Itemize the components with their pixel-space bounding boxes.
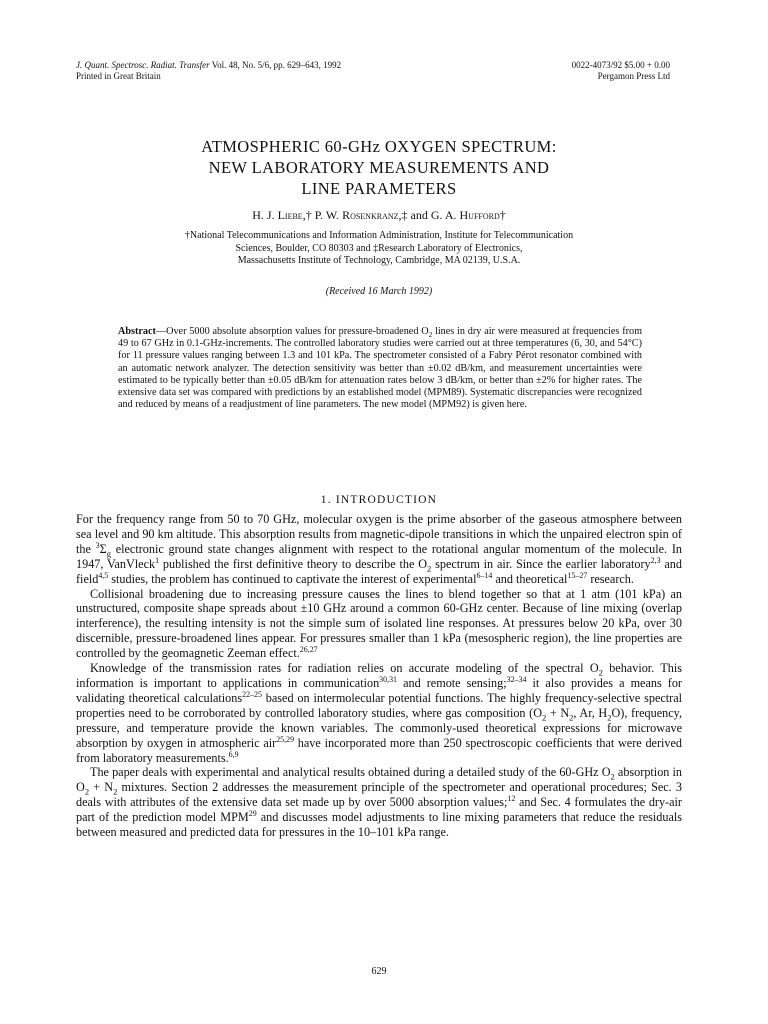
subscript: g <box>106 548 111 559</box>
text-run: electronic ground state changes alignment with respect to the rotational angular momentum of the molecule. In 1947, VanVleck <box>76 541 682 571</box>
author-initials: G. A. <box>430 208 460 222</box>
author-mark: ,‡ and <box>398 208 431 222</box>
text-run: + N <box>546 705 570 720</box>
author-name: Rosenkranz <box>342 208 399 222</box>
text-run: spectrum in air. Since the earlier laboratory <box>431 556 651 571</box>
issn-price: 0022-4073/92 $5.00 + 0.00 <box>571 60 670 70</box>
subscript: 2 <box>542 712 547 723</box>
author-mark: † <box>499 208 506 222</box>
text-run: published the first definitive theory to describe the O <box>159 556 428 571</box>
text-run: studies, the problem has continued to captivate the interest of experimental <box>108 571 477 586</box>
reference-mark: 25,29 <box>276 734 295 744</box>
text-run: research. <box>587 571 634 586</box>
paragraph <box>76 661 682 765</box>
body-text <box>76 512 682 840</box>
reference-mark: 4,5 <box>98 570 109 580</box>
author-initials: H. J. <box>252 208 278 222</box>
subscript: 2 <box>428 331 433 340</box>
text-run: mixtures. Section 2 addresses the measurement principle of the spectrometer and operational procedures; Sec. 3 deals with attributes of the extensive data set made up by over 5000 absorption values; <box>76 780 682 810</box>
subscript: 2 <box>610 771 615 782</box>
abstract <box>118 326 642 411</box>
reference-mark: 29 <box>248 809 257 819</box>
subscript: 2 <box>607 712 612 723</box>
affiliations <box>76 230 682 268</box>
subscript: 2 <box>427 563 432 574</box>
reference-mark: 1 <box>155 555 160 565</box>
subscript: 2 <box>84 786 90 797</box>
text-run: and remote sensing; <box>397 675 507 690</box>
publisher: Pergamon Press Ltd <box>597 71 670 81</box>
text-run: it also provides a means for validating theoretical calculations <box>76 675 682 705</box>
subscript: 2 <box>598 667 603 678</box>
text-run: Knowledge of the transmission rates for radiation relies on accurate modeling of the spectral O <box>90 661 599 676</box>
subscript: 2 <box>569 712 574 723</box>
text-run: based on intermolecular potential functions. The highly frequency-selective spectral properties need to be corroborated by controlled laboratory studies, where gas composition (O <box>76 690 683 720</box>
superscript: 3 <box>95 540 100 550</box>
section-heading: 1. INTRODUCTION <box>320 494 438 506</box>
running-header-right <box>572 60 670 82</box>
page-number: 629 <box>371 966 387 977</box>
affiliation-line: Massachusetts Institute of Technology, Cambridge, MA 02139, U.S.A. <box>237 255 521 266</box>
author-name: Liebe <box>277 208 303 222</box>
received-date: (Received 16 March 1992) <box>325 286 433 297</box>
text-run: absorption in O <box>76 765 682 795</box>
reference-mark: 22–25 <box>242 689 262 699</box>
text-run: The paper deals with experimental and analytical results obtained during a detailed study of the 60-GHz O <box>90 765 611 780</box>
title-line: NEW LABORATORY MEASUREMENTS AND <box>208 158 550 177</box>
sigma-symbol: Σ <box>99 541 107 556</box>
affiliation-line: †National Telecommunications and Information Administration, Institute for Telecommunication <box>184 230 574 241</box>
reference-mark: 15–27 <box>567 570 588 580</box>
text-run: and discusses model adjustments to line mixing parameters that reduce the residuals between measured and predicted data for pressures in the 10–101 kPa range. <box>76 810 682 840</box>
text-run: , Ar, H <box>573 705 608 720</box>
text-run: Collisional broadening due to increasing pressure causes the lines to blend together so that at 1 atm (101 kPa) an unstructured, composite shape spreads about ±10 GHz around a common 60-GHz center. Because of line mixing (overlap interference), the resulting intensity is not the simple sum of isolated line responses. At pressures below 20 kPa, over 30 discernible, pressure-broadened lines appear. For pressures smaller than 1 kPa (mesospheric region), the line properties are controlled by the geomagnetic Zeeman effect. <box>76 586 682 661</box>
text-run: have incorporated more than 250 spectroscopic coefficients that were derived from laboratory measurements. <box>76 735 682 765</box>
text-run: and Sec. 4 formulates the dry-air part of the prediction model MPM <box>76 795 682 825</box>
journal-name: J. Quant. Spectrosc. Radiat. Transfer <box>76 60 210 70</box>
affiliation-line: Sciences, Boulder, CO 80303 and ‡Research Laboratory of Electronics, <box>235 242 523 254</box>
text-run: and field <box>76 556 682 586</box>
reference-mark: 30,31 <box>379 674 397 684</box>
text-run: and theoretical <box>492 571 568 586</box>
reference-mark: 12 <box>507 794 516 804</box>
author-name: Hufford <box>459 208 500 222</box>
author-list <box>76 208 682 223</box>
abstract-label: Abstract <box>118 326 156 337</box>
author-mark: ,† <box>302 208 315 222</box>
reference-mark: 6,9 <box>228 749 239 759</box>
abstract-text: lines in dry air were measured at frequencies from 49 to 67 GHz in 0.1-GHz-increments. The controlled laboratory studies were carried out at three temperatures (6, 30, and 54°C) for 11 pressure values ranging between 1.3 and 101 kPa. The spectrometer consisted of a Fabry Pérot resonator combined with an automatic network analyzer. The detection sensitivity was better than ±0.02 dB/km, and measurement uncertainties were estimated to be typically better than ±0.05 dB/km for attenuation rates below 3 dB/km, or better than ±2% for higher rates. The extensive data set was compared with predictions by an established model (MPM89). Systematic discrepancies were recognized and reduced by means of a readjustment of line parameters. The new model (MPM92) is given here. <box>118 326 643 411</box>
reference-mark: 6–14 <box>476 570 493 580</box>
title-line: LINE PARAMETERS <box>301 179 457 198</box>
paper-title <box>76 136 682 199</box>
text-run: For the frequency range from 50 to 70 GHz, molecular oxygen is the prime absorber of the gaseous atmosphere between sea level and 90 km altitude. This absorption results from magnetic-dipole transitions in which the unpaired electron spin of the <box>76 512 682 556</box>
reference-mark: 26,27 <box>299 645 318 655</box>
paragraph <box>76 587 682 662</box>
abstract-text: —Over 5000 absolute absorption values for pressure-broadened O <box>155 326 429 337</box>
author-initials: P. W. <box>314 208 343 222</box>
reference-mark: 2,3 <box>650 555 661 565</box>
citation-line <box>76 60 341 71</box>
paragraph <box>76 765 682 840</box>
printed-in: Printed in Great Britain <box>76 71 161 81</box>
paragraph <box>76 512 682 587</box>
title-line: ATMOSPHERIC 60-GHz OXYGEN SPECTRUM: <box>201 137 557 156</box>
reference-mark: 32–34 <box>506 674 527 684</box>
text-run: + N <box>89 780 114 795</box>
text-run: O), frequency, pressure, and temperature provide the known variables. The commonly-used theoretical expressions for microwave absorption by oxygen in atmospheric air <box>76 705 682 750</box>
text-run: behavior. This information is important to applications in communication <box>76 661 682 690</box>
running-header-left <box>76 60 341 82</box>
subscript: 2 <box>113 786 118 797</box>
volume-info: Vol. 48, No. 5/6, pp. 629–643, 1992 <box>211 60 342 70</box>
